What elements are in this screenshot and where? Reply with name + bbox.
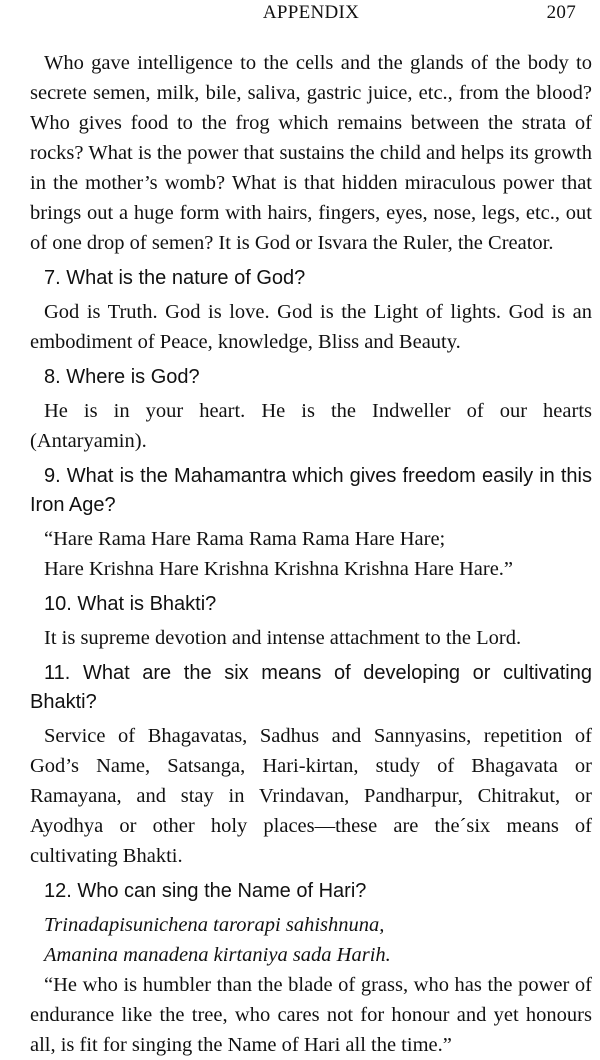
mantra-line: “Hare Rama Hare Rama Rama Rama Hare Hare; (44, 528, 446, 550)
intro-paragraph: Who gave intelligence to the cells and the glands of the body to secrete semen, milk, bile, saliva, gastric juice, etc., from the blood? Who gives food to the frog which remains between the strata of rocks? What is the power that sustains the child and helps its growth in the mother’s womb? What is that hidden miraculous power that brings out a huge form with hairs, fingers, eyes, nose, legs, etc., out of one drop of semen? It is God or Isvara the Ruler, the Creator. (30, 52, 592, 254)
sanskrit-verse-line: Amanina manadena kirtaniya sada Harih. (44, 944, 391, 966)
question-heading: 11. What are the six means of developing or cultivating Bhakti? (30, 662, 592, 713)
question-heading: 8. Where is God? (44, 366, 200, 388)
section-11 (30, 659, 592, 871)
section-7 (30, 264, 592, 357)
section-9 (30, 462, 592, 584)
section-8 (30, 363, 592, 456)
answer-paragraph: God is Truth. God is love. God is the Light of lights. God is an embodiment of Peace, knowledge, Bliss and Beauty. (30, 301, 592, 353)
answer-paragraph: It is supreme devotion and intense attachment to the Lord. (44, 627, 522, 649)
question-heading: 7. What is the nature of God? (44, 267, 306, 289)
answer-paragraph: He is in your heart. He is the Indweller of our hearts (Antaryamin). (30, 400, 592, 452)
running-head (30, 0, 592, 26)
section-12 (30, 877, 592, 1060)
answer-paragraph: Service of Bhagavatas, Sadhus and Sannyasins, repetition of God’s Name, Satsanga, Hari-kirtan, study of Bhagavata or Ramayana, and stay in Vrindavan, Pandharpur, Chitrakut, or Ayodhya or other holy places—these are the´six means of cultivating Bhakti. (30, 725, 592, 867)
section-10 (30, 590, 592, 653)
mantra-line: Hare Krishna Hare Krishna Krishna Krishna Hare Hare.” (44, 558, 514, 580)
question-heading: 10. What is Bhakti? (44, 593, 217, 615)
running-title: APPENDIX (262, 2, 360, 23)
page-number: 207 (546, 2, 576, 23)
question-heading: 9. What is the Mahamantra which gives freedom easily in this Iron Age? (30, 465, 592, 516)
answer-paragraph: “He who is humbler than the blade of grass, who has the power of endurance like the tree, who cares not for honour and yet honours all, is fit for singing the Name of Hari all the time.” (30, 974, 592, 1056)
sanskrit-verse-line: Trinadapisunichena tarorapi sahishnuna, (44, 914, 385, 936)
question-heading: 12. Who can sing the Name of Hari? (44, 880, 367, 902)
